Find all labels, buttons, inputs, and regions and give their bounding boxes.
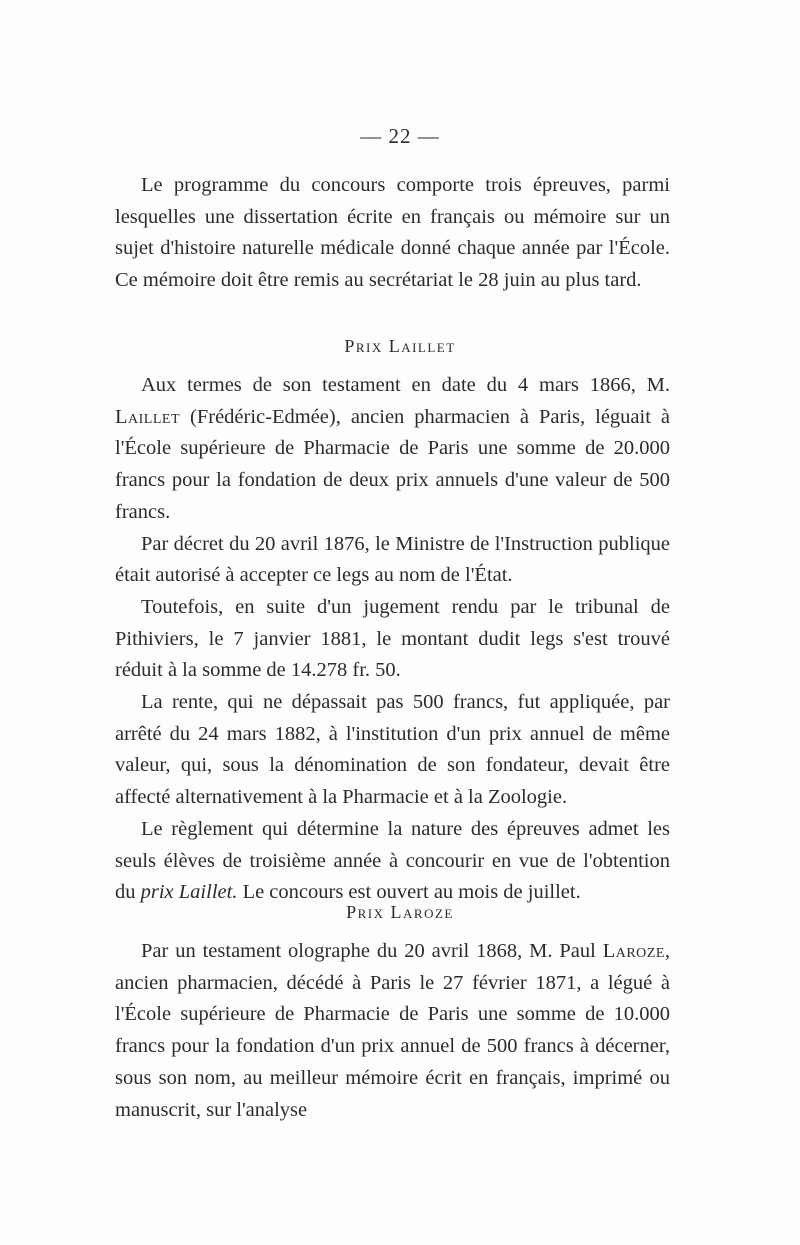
laillet-name: Laillet	[115, 405, 181, 428]
laroze-p1-after: , ancien pharmacien, décédé à Paris le 27 février 1871, a légué à l'École supérieure de Pharmacie de Paris une somme de 10.000 francs pour la fondation d'un prix annuel de 500 francs à décerner, sous son nom, au meilleur mémoire écrit en français, imprimé ou manuscrit, sur l'analyse	[115, 940, 670, 1121]
laillet-p5-after: Le concours est ouvert au mois de juillet.	[237, 881, 581, 904]
laillet-p5-italic: prix Laillet.	[140, 881, 238, 904]
laillet-paragraph-4: La rente, qui ne dépassait pas 500 francs, fut appliquée, par arrêté du 24 mars 1882, à l'institution d'un prix annuel de même valeur, qui, sous la dénomination de son fondateur, devait être affecté alternativement à la Pharmacie et à la Zoologie.	[115, 691, 670, 809]
laillet-paragraph-1	[115, 370, 670, 529]
laillet-paragraph-2: Par décret du 20 avril 1876, le Ministre de l'Instruction publique était autorisé à accepter ce legs au nom de l'État.	[115, 532, 670, 587]
laroze-paragraph-1	[115, 936, 670, 1126]
laroze-text-block	[115, 936, 670, 1126]
page-number: — 22 —	[360, 124, 440, 148]
laillet-paragraph-3: Toutefois, en suite d'un jugement rendu par le tribunal de Pithiviers, le 7 janvier 1881, le montant dudit legs s'est trouvé réduit à la somme de 14.278 fr. 50.	[115, 595, 670, 682]
laroze-name: Laroze	[602, 940, 665, 962]
laillet-paragraph-5	[115, 814, 670, 909]
intro-text-block	[115, 170, 670, 297]
laillet-p5-before: Le règlement qui détermine la nature des épreuves admet les seuls élèves de troisième année à concourir en vue de l'obtention du	[115, 817, 670, 904]
laillet-text-block	[115, 370, 670, 909]
heading-prix-laroze: Prix Laroze	[346, 902, 454, 922]
laroze-p1-before: Par un testament olographe du 20 avril 1868, M. Paul	[141, 940, 603, 962]
laillet-p1-after: (Frédéric-Edmée), ancien pharmacien à Paris, léguait à l'École supérieure de Pharmacie de Paris une somme de 20.000 francs pour la fondation de deux prix annuels d'une valeur de 500 francs.	[115, 405, 670, 523]
programme-paragraph: Le programme du concours comporte trois épreuves, parmi lesquelles une dissertation écrite en français ou mémoire sur un sujet d'histoire naturelle médicale donné chaque année par l'École. Ce mémoire doit être remis au secrétariat le 28 juin au plus tard.	[115, 174, 670, 292]
laillet-p1-before: Aux termes de son testament en date du 4 mars 1866, M.	[141, 374, 670, 396]
heading-prix-laillet: Prix Laillet	[344, 336, 456, 356]
